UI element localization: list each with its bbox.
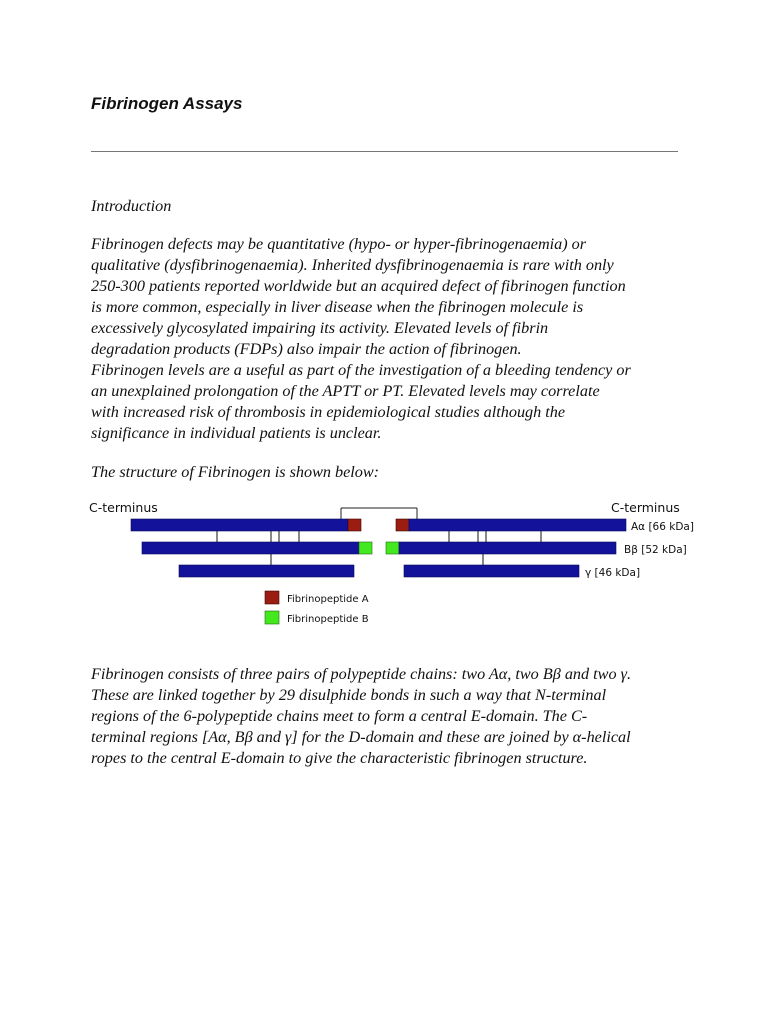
c-terminus-left-label: C-terminus — [89, 500, 158, 515]
fibrinogen-description-paragraph — [91, 664, 691, 769]
paragraph-line: 250-300 patients reported worldwide but an acquired defect of fibrinogen function — [91, 277, 626, 295]
horizontal-rule — [91, 151, 678, 152]
left-fibrinopeptide-b — [359, 542, 372, 554]
left-fibrinopeptide-a — [348, 519, 361, 531]
paragraph-line: significance in individual patients is unclear. — [91, 424, 382, 442]
right-beta-chain — [399, 542, 616, 554]
paragraph-line: Fibrinogen defects may be quantitative (hypo- or hyper-fibrinogenaemia) or — [91, 235, 587, 253]
paragraph-line: These are linked together by 29 disulphide bonds in such a way that N-terminal — [91, 686, 607, 704]
c-terminus-right-label: C-terminus — [611, 500, 680, 515]
paragraph-line: ropes to the central E-domain to give the characteristic fibrinogen structure. — [91, 749, 588, 767]
paragraph-line: is more common, especially in liver disease when the fibrinogen molecule is — [91, 298, 584, 316]
paragraph-line: Fibrinogen levels are a useful as part of the investigation of a bleeding tendency or — [91, 361, 631, 379]
right-alpha-chain — [409, 519, 626, 531]
left-alpha-chain — [131, 519, 348, 531]
left-gamma-chain — [179, 565, 354, 577]
paragraph-line: with increased risk of thrombosis in epidemiological studies although the — [91, 403, 566, 421]
paragraph-line: degradation products (FDPs) also impair the action of fibrinogen. — [91, 340, 522, 358]
beta-chain-label: Bβ [52 kDa] — [624, 544, 687, 556]
introduction-heading: Introduction — [91, 197, 172, 215]
structure-intro-text: The structure of Fibrinogen is shown below: — [91, 463, 380, 481]
paragraph-line: qualitative (dysfibrinogenaemia). Inherited dysfibrinogenaemia is rare with only — [91, 256, 614, 274]
paragraph-line: regions of the 6-polypeptide chains meet to form a central E-domain. The C- — [91, 707, 588, 725]
paragraph-line: terminal regions [Aα, Bβ and γ] for the D-domain and these are joined by α-helical — [91, 728, 631, 746]
right-fibrinopeptide-a — [396, 519, 409, 531]
alpha-chain-label: Aα [66 kDa] — [631, 521, 694, 533]
legend-label-fibrinopeptide-b: Fibrinopeptide B — [287, 614, 369, 625]
legend-swatch-fibrinopeptide-b — [265, 611, 279, 624]
left-beta-chain — [142, 542, 359, 554]
legend-label-fibrinopeptide-a: Fibrinopeptide A — [287, 594, 369, 605]
document-title: Fibrinogen Assays — [91, 94, 243, 113]
fibrinogen-structure-diagram — [85, 496, 695, 631]
paragraph-line: excessively glycosylated impairing its activity. Elevated levels of fibrin — [91, 319, 549, 337]
right-gamma-chain — [404, 565, 579, 577]
paragraph-line: an unexplained prolongation of the APTT or PT. Elevated levels may correlate — [91, 382, 600, 400]
paragraph-line: Fibrinogen consists of three pairs of polypeptide chains: two Aα, two Bβ and two γ. — [91, 665, 632, 683]
right-fibrinopeptide-b — [386, 542, 399, 554]
introduction-paragraph — [91, 234, 691, 444]
gamma-chain-label: γ [46 kDa] — [585, 567, 641, 579]
legend-swatch-fibrinopeptide-a — [265, 591, 279, 604]
